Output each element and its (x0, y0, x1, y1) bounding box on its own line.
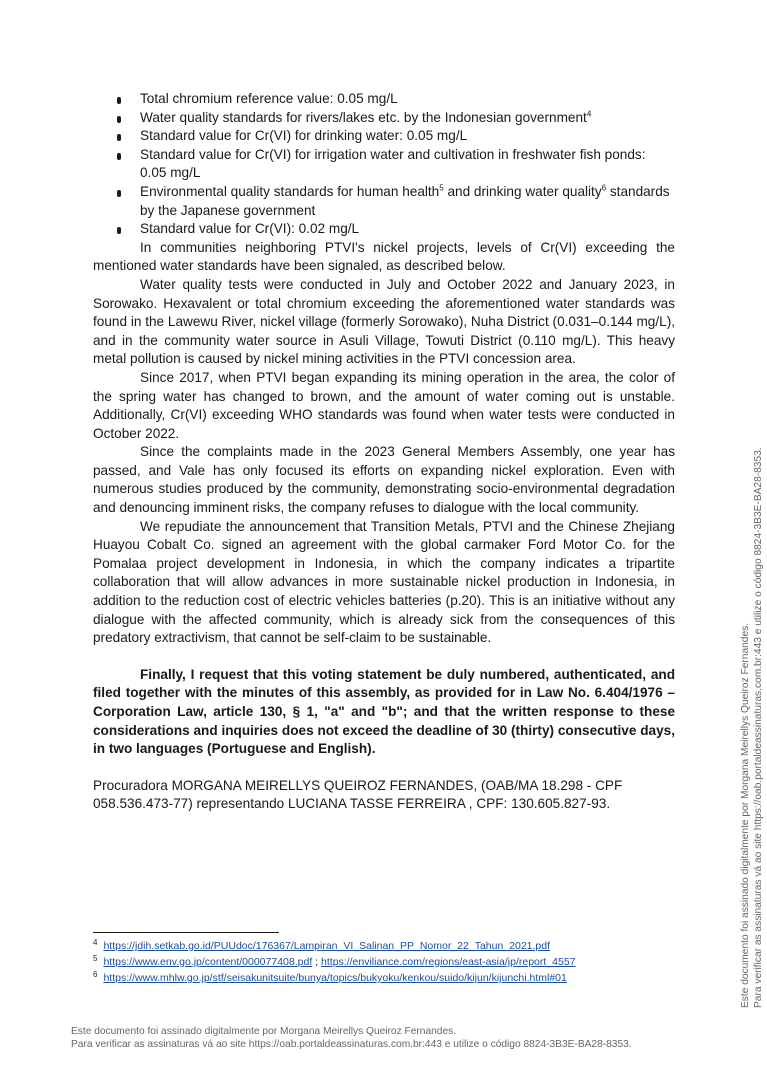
list-item: Water quality standards for rivers/lakes etc. by the Indonesian government$^4$ (93, 109, 675, 128)
list-item: Standard value for Cr(VI): 0.02 mg/L (93, 220, 675, 239)
signature-stamp-vertical: Este documento foi assinado digitalmente por Morgana Meirellys Queiroz Fernandes. Para verificar as assinaturas vá ao site https://oab.portaldeassinaturas.com.br:443 e utilize o código 8824-3B3E-BA28-8353. (740, 447, 764, 1008)
footnote-ref: 6 (601, 183, 607, 193)
footnote-4: $^4$ https://jdih.setkab.go.id/PUUdoc/176367/Lampiran_VI_Salinan_PP_Nomor_22_Tahun_2021.pdf (93, 937, 551, 952)
footnote-ref: 4 (586, 109, 592, 119)
list-item: Environmental quality standards for human health$^5$ and drinking water quality$^6$ standards by the Japanese government (93, 183, 675, 220)
paragraph-water-tests: Water quality tests were conducted in July and October 2022 and January 2023, in Sorowako. Hexavalent or total chromium exceeding the aforementioned water standards was found in the Lawewu River, nickel village (formerly Sorowako), Nuha District (0.031–0.144 mg/L), and in the community water source in Asuli Village, Towuti District (0.110 mg/L). This heavy metal pollution is caused by nickel mining activities in the PTVI concession area. (93, 276, 675, 367)
footnote-link[interactable]: https://jdih.setkab.go.id/PUUdoc/176367/Lampiran_VI_Salinan_PP_Nomor_22_Tahun_2021.pdf (103, 940, 551, 952)
paragraph-repudiate: We repudiate the announcement that Transition Metals, PTVI and the Chinese Zhejiang Huayou Cobalt Co. signed an agreement with the global carmaker Ford Motor Co. for the Pomalaa project development in Indonesia, in which the company indicates a tripartite collaboration that will allow advances in more sustainable nickel production in Indonesia, in addition to the reduction cost of electric vehicles batteries (p.20). This is an initiative without any dialogue with the affected community, which is already sick from the consequences of this predatory extractivism, that cannot be self-claim to be sustainable. (93, 518, 675, 646)
bullet-icon (117, 97, 121, 104)
bullet-icon (117, 153, 121, 160)
paragraph-complaints: Since the complaints made in the 2023 General Members Assembly, one year has passed, and Vale has only focused its efforts on expanding nickel exploration. Even with numerous studies produced by the community, demonstrating socio-environmental degradation and denouncing imminent risks, the company refuses to dialogue with the local community. (93, 444, 675, 516)
list-item: Total chromium reference value: 0.05 mg/L (93, 90, 675, 109)
closing-request: Finally, I request that this voting statement be duly numbered, authenticated, and filed together with the minutes of this assembly, as provided for in Law No. 6.404/1976 – Corporation Law, article 130, § 1, "a" and "b"; and that the written response to these considerations and inquiries does not exceed the deadline of 30 (thirty) consecutive days, in two languages (Portuguese and English). (93, 666, 675, 757)
list-item: Standard value for Cr(VI) for irrigation water and cultivation in freshwater fish ponds: 0.05 mg/L (93, 146, 675, 183)
footnote-link[interactable]: https://www.env.go.jp/content/000077408.pdf (103, 956, 313, 968)
footnote-ref: 5 (439, 183, 444, 193)
bullet-icon (117, 190, 121, 197)
footnote-divider (93, 932, 279, 933)
bullet-icon (117, 227, 121, 234)
footnote-link[interactable]: https://enviliance.com/regions/east-asia/jp/report_4557 (321, 956, 576, 968)
standards-list (93, 90, 675, 239)
footnote-5: $^5$ https://www.env.go.jp/content/000077408.pdf ; https://enviliance.com/regions/east-asia/jp/report_4557 (93, 953, 576, 968)
bullet-icon (117, 116, 121, 123)
list-item: Standard value for Cr(VI) for drinking water: 0.05 mg/L (93, 127, 675, 146)
paragraph-communities: In communities neighboring PTVI's nickel projects, levels of Cr(VI) exceeding the mentioned water standards have been signaled, as described below. (93, 239, 675, 274)
footnote-link[interactable]: https://www.mhlw.go.jp/stf/seisakunitsuite/bunya/topics/bukyoku/kenkou/suido/kijun/kijunchi.html#01 (103, 972, 567, 984)
signature-stamp-bottom: Este documento foi assinado digitalmente por Morgana Meirellys Queiroz Fernandes. Para verificar as assinaturas vá ao site https://oab.portaldeassinaturas.com.br:443 e utilize o código 8824-3B3E-BA28-8353. (71, 1026, 632, 1050)
paragraph-since-2017: Since 2017, when PTVI began expanding its mining operation in the area, the color of the spring water has changed to brown, and the amount of water coming out is unstable. Additionally, Cr(VI) exceeding WHO standards was found when water tests were conducted in October 2022. (93, 369, 675, 441)
footnotes (93, 938, 693, 986)
signature-block: Procuradora MORGANA MEIRELLYS QUEIROZ FERNANDES, (OAB/MA 18.298 - CPF 058.536.473-77) representando LUCIANA TASSE FERREIRA , CPF: 130.605.827-93. (93, 777, 623, 812)
bullet-icon (117, 134, 121, 141)
document-body (93, 90, 675, 814)
footnote-6: $^6$ https://www.mhlw.go.jp/stf/seisakunitsuite/bunya/topics/bukyoku/kenkou/suido/kijun/kijunchi.html#01 (93, 969, 567, 984)
